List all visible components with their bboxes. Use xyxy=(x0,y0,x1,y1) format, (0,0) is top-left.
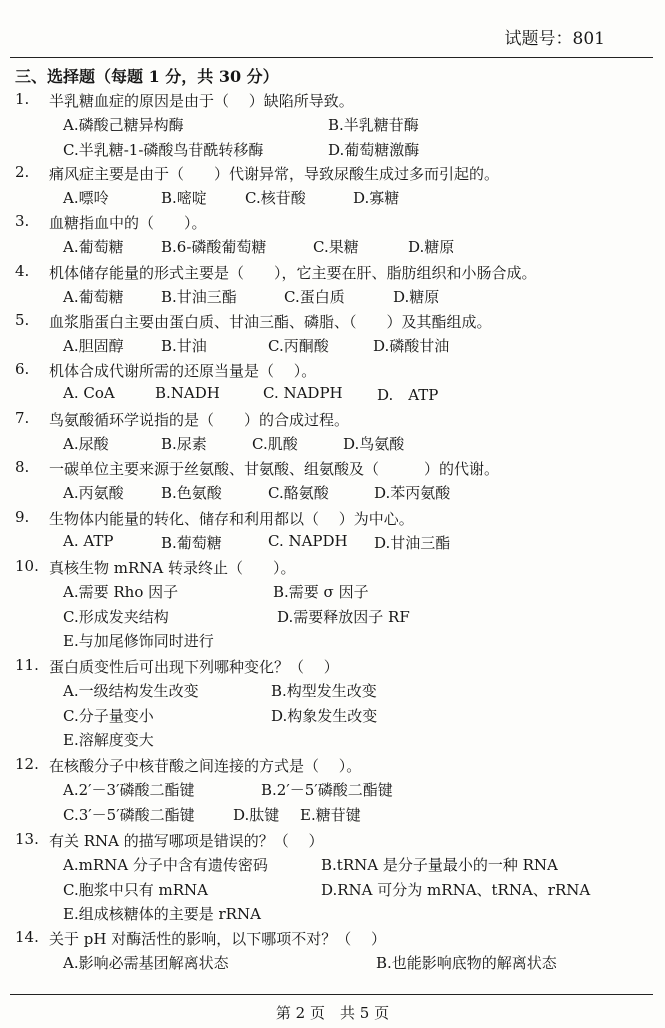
question-number: 14. xyxy=(15,928,39,946)
question-stem: 生物体内能量的转化、储存和利用都以（ ）为中心。 xyxy=(49,510,414,528)
option-e: E.组成核糖体的主要是 rRNA xyxy=(63,905,261,923)
section-title: 三、选择题（每题 1 分，共 30 分） xyxy=(15,67,279,86)
option-d: D.寡糖 xyxy=(353,189,400,207)
option-c: C.半乳糖-1-磷酸鸟苷酰转移酶 xyxy=(63,140,264,159)
option-d: D.苯丙氨酸 xyxy=(374,484,451,502)
option-b: B.2′－5′磷酸二酯键 xyxy=(261,781,393,799)
question-number: 5. xyxy=(15,311,30,329)
option-a: A.磷酸己糖异构酶 xyxy=(63,116,184,134)
option-a: A. CoA xyxy=(63,384,115,402)
question-number: 13. xyxy=(15,830,39,848)
question-stem: 机体储存能量的形式主要是（ ），它主要在肝、脂肪组织和小肠合成。 xyxy=(49,264,537,282)
option-b: B.半乳糖苷酶 xyxy=(328,116,419,134)
question-number: 8. xyxy=(15,458,30,476)
option-c: C. NADPH xyxy=(263,384,343,402)
question-stem: 痛风症主要是由于（ ）代谢异常，导致尿酸生成过多而引起的。 xyxy=(49,165,500,183)
question-stem: 机体合成代谢所需的还原当量是（ ）。 xyxy=(49,362,317,380)
option-d: D.糖原 xyxy=(393,288,440,306)
option-d: D.磷酸甘油 xyxy=(373,337,450,355)
option-b: B.6-磷酸葡萄糖 xyxy=(161,238,267,256)
question-stem: 鸟氨酸循环学说指的是（ ）的合成过程。 xyxy=(49,411,350,429)
option-b: B.甘油 xyxy=(161,337,207,355)
option-c: C.丙酮酸 xyxy=(268,337,329,355)
question-number: 1. xyxy=(15,90,30,108)
question-stem: 半乳糖血症的原因是由于（ ）缺陷所导致。 xyxy=(49,92,354,110)
option-b: B.色氨酸 xyxy=(161,484,222,502)
option-c: C.果糖 xyxy=(313,238,359,256)
option-d: D.需要释放因子 RF xyxy=(277,607,410,626)
option-d: D.葡萄糖激酶 xyxy=(328,140,420,159)
exam-id: 试题号：801 xyxy=(504,29,605,49)
question-number: 12. xyxy=(15,755,39,773)
option-e: E.与加尾修饰同时进行 xyxy=(63,632,214,650)
option-a: A.胆固醇 xyxy=(63,337,124,355)
question-stem: 血浆脂蛋白主要由蛋白质、甘油三酯、磷脂、（ ）及其酯组成。 xyxy=(49,313,492,331)
option-a: A.需要 Rho 因子 xyxy=(63,583,179,601)
option-c: C.3′－5′磷酸二酯键 xyxy=(63,805,195,824)
option-b: B.需要 σ 因子 xyxy=(273,583,369,601)
option-c: C.胞浆中只有 mRNA xyxy=(63,880,208,899)
option-a: A.mRNA 分子中含有遗传密码 xyxy=(63,856,268,874)
question-stem: 在核酸分子中核苷酸之间连接的方式是（ ）。 xyxy=(49,757,362,775)
option-d: D.肽键 xyxy=(233,805,280,824)
question-number: 4. xyxy=(15,262,30,280)
option-c: C.肌酸 xyxy=(252,435,298,453)
option-a: A.尿酸 xyxy=(63,435,109,453)
footer-rule xyxy=(10,994,653,995)
option-b: B.构型发生改变 xyxy=(271,682,377,700)
question-stem: 关于 pH 对酶活性的影响，以下哪项不对？（ ） xyxy=(49,930,386,948)
header-rule xyxy=(10,57,653,58)
question-stem: 血糖指血中的（ ）。 xyxy=(49,214,207,232)
question-number: 10. xyxy=(15,557,39,575)
option-c: C.形成发夹结构 xyxy=(63,607,169,626)
question-stem: 一碳单位主要来源于丝氨酸、甘氨酸、组氨酸及（ ）的代谢。 xyxy=(49,460,500,478)
option-a: A.一级结构发生改变 xyxy=(63,682,199,700)
option-e: E.糖苷键 xyxy=(300,805,361,824)
option-a: A.影响必需基团解离状态 xyxy=(63,954,229,972)
option-a: A.2′－3′磷酸二酯键 xyxy=(63,781,195,799)
question-number: 6. xyxy=(15,360,30,378)
option-d: D.鸟氨酸 xyxy=(343,435,405,453)
option-d: D.糖原 xyxy=(408,238,455,256)
question-stem: 蛋白质变性后可出现下列哪种变化？（ ） xyxy=(49,658,339,676)
page-info: 第 2 页 共 5 页 xyxy=(275,1004,390,1022)
option-d: D.RNA 可分为 mRNA、tRNA、rRNA xyxy=(321,880,591,899)
question-number: 3. xyxy=(15,212,30,230)
option-c: C.核苷酸 xyxy=(245,189,306,207)
option-b: B.NADH xyxy=(155,384,220,402)
option-b: B.也能影响底物的解离状态 xyxy=(376,954,557,972)
question-number: 11. xyxy=(15,656,39,674)
question-number: 7. xyxy=(15,409,30,427)
option-a: A.丙氨酸 xyxy=(63,484,124,502)
option-b: B.tRNA 是分子量最小的一种 RNA xyxy=(321,856,558,874)
option-c: C.蛋白质 xyxy=(284,288,345,306)
option-c: C.酪氨酸 xyxy=(268,484,329,502)
option-a: A.葡萄糖 xyxy=(63,288,124,306)
option-c: C. NAPDH xyxy=(268,532,348,550)
question-stem: 有关 RNA 的描写哪项是错误的？（ ） xyxy=(49,832,324,850)
option-b: B.尿素 xyxy=(161,435,207,453)
option-d: D.甘油三酯 xyxy=(374,534,451,552)
option-e: E.溶解度变大 xyxy=(63,731,154,749)
option-a: A.嘌呤 xyxy=(63,189,109,207)
question-number: 2. xyxy=(15,163,30,181)
option-d: D. ATP xyxy=(377,386,439,404)
option-c: C.分子量变小 xyxy=(63,706,154,725)
option-a: A. ATP xyxy=(63,532,114,550)
question-stem: 真核生物 mRNA 转录终止（ ）。 xyxy=(49,559,296,577)
option-b: B.葡萄糖 xyxy=(161,534,222,552)
option-d: D.构象发生改变 xyxy=(271,706,378,725)
option-a: A.葡萄糖 xyxy=(63,238,124,256)
question-number: 9. xyxy=(15,508,30,526)
option-b: B.嘧啶 xyxy=(161,189,207,207)
option-b: B.甘油三酯 xyxy=(161,288,237,306)
